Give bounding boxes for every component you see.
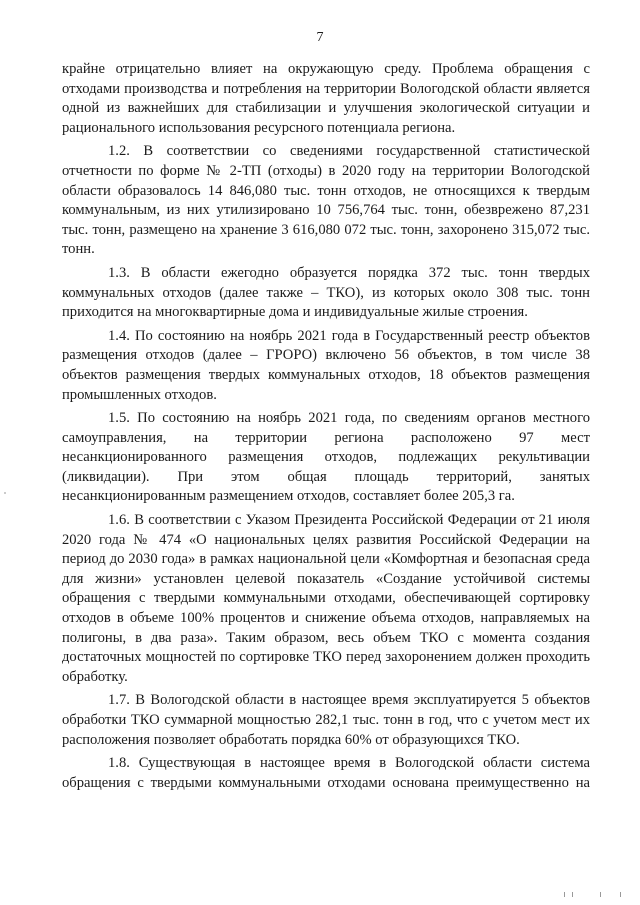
paragraph-1-6: 1.6. В соответствии с Указом Президента Российской Федерации от 21 июля 2020 года № 474 «О национальных целях развития Российской Федерации на период до 2030 года» в рамках национальной цели «Комфортная и безопасная среда для жизни» установлен целевой показатель «Создание устойчивой системы обращения с твердыми коммунальными отходами, обеспечивающей сортировку отходов в объеме 100% процентов и снижение объема отходов, направляемых на полигоны, в два раза». Таким образом, весь объем ТКО с момента создания достаточных мощностей по сортировке ТКО перед захоронением должен проходить обработку. [62,512,590,685]
page-number: 7 [316,30,324,45]
paragraph-1-8: 1.8. Существующая в настоящее время в Вологодской области система обращения с твердыми коммунальными отходами основана преимущественно на [62,755,590,791]
paragraph-1-7: 1.7. В Вологодской области в настоящее время эксплуатируется 5 объектов обработки ТКО суммарной мощностью 282,1 тыс. тонн в год, что с учетом мест их расположения позволяет обработать порядка 60% от образующихся ТКО. [62,692,590,748]
paragraph-1-2: 1.2. В соответствии со сведениями государственной статистической отчетности по форме № 2-ТП (отходы) в 2020 году на территории Вологодской области образовалось 14 846,080 тыс. тонн отходов, не относящихся к твердым коммунальным, из них утилизировано 10 756,764 тыс. тонн, обезврежено 87,231 тыс. тонн, размещено на хранение 3 616,080 072 тыс. тонн, захоронено 315,072 тыс. тонн. [62,143,590,258]
paragraph-1-4: 1.4. По состоянию на ноябрь 2021 года в Государственный реестр объектов размещения отходов (далее – ГРОРО) включено 56 объектов, в том числе 38 объектов размещения твердых коммунальных отходов, 18 объектов размещения промышленных отходов. [62,327,590,403]
paragraph-1-5: 1.5. По состоянию на ноябрь 2021 года, по сведениям органов местного самоуправления, на территории региона расположено 97 мест несанкционированного размещения отходов, подлежащих рекультивации (ликвидации). При этом общая площадь территорий, занятых несанкционированным размещением отходов, составляет более 205,3 га. [62,410,590,505]
scan-edge-marks [562,887,622,897]
scan-speck [4,492,6,494]
paragraph-intro-continuation: крайне отрицательно влияет на окружающую среду. Проблема обращения с отходами производства и потребления на территории Вологодской области является одной из важнейших для стабилизации и улучшения экологической ситуации и рационального использования ресурсного потенциала региона. [62,61,590,136]
document-body [62,60,590,797]
paragraph-1-3: 1.3. В области ежегодно образуется порядка 372 тыс. тонн твердых коммунальных отходов (далее также – ТКО), из которых около 308 тыс. тонн приходится на многоквартирные дома и индивидуальные жилые строения. [62,264,590,321]
